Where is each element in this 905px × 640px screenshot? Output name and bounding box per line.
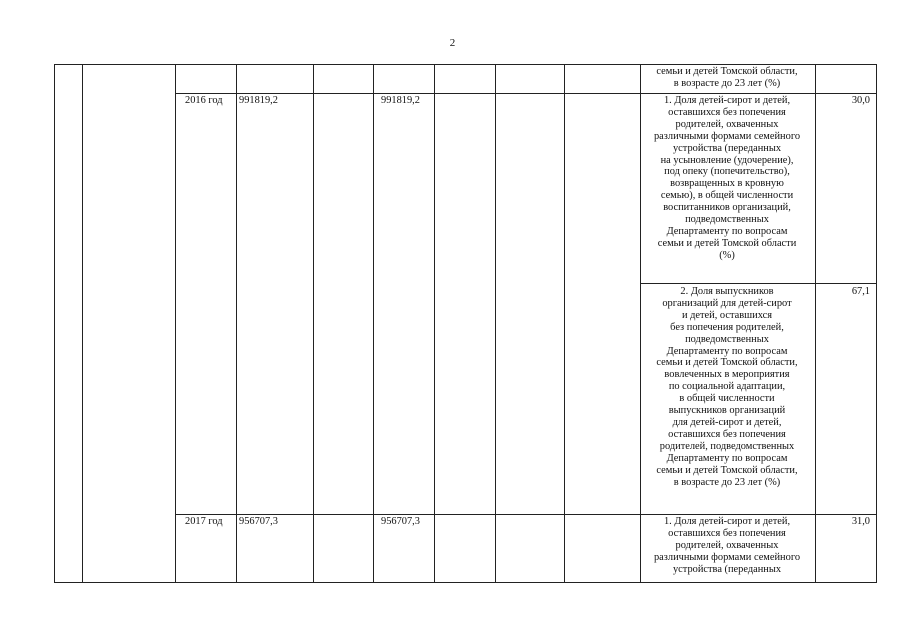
indicator-text [641,286,813,488]
amount-total-cell: 991819,2 [239,95,278,106]
amount-regional-cell: 991819,2 [381,95,420,106]
indicator-line: для детей-сирот и детей, [672,416,782,428]
indicator-line: подведомственных [685,333,769,345]
row-line-ind2 [640,283,877,284]
indicator-line: (%) [719,249,735,261]
indicator-line: устройства (переданных [672,563,782,575]
col-line-1 [82,64,83,583]
year-cell: 2016 год [185,95,223,106]
indicator-line: семьи и детей Томской области, [656,464,798,476]
indicator-line: родителей, охваченных [675,539,779,551]
indicator-line: подведомственных [685,214,769,226]
row-line-top [54,64,877,65]
indicator-line: в возрасте до 23 лет (%) [673,476,781,488]
indicator-line: воспитанников организаций, [663,202,791,214]
indicator-value: 67,1 [851,286,870,297]
indicator-line: различными формами семейного [653,551,801,563]
col-line-3 [236,64,237,583]
indicator-line: родителей, охваченных [675,118,779,130]
col-line-5 [373,64,374,583]
page-number: 2 [449,37,456,49]
indicator-line: 1. Доля детей-сирот и детей, [663,516,791,527]
indicator-line: семью), в общей численности [660,190,794,202]
indicator-line: устройства (переданных [672,142,782,154]
col-line-4 [313,64,314,583]
indicator-line: родителей, подведомственных [659,440,795,452]
indicator-line: оставшихся без попечения [668,428,786,440]
indicator-line: 1. Доля детей-сирот и детей, [663,95,791,106]
indicator-line: Департаменту по вопросам [666,225,788,237]
col-line-0 [54,64,55,583]
col-line-8 [564,64,565,583]
indicator-line: Департаменту по вопросам [666,345,788,357]
indicator-line: Департаменту по вопросам [666,452,788,464]
indicator-line: под опеку (попечительство), [664,166,790,178]
indicator-text [641,95,813,262]
indicator-text [641,516,813,576]
indicator-line: в возрасте до 23 лет (%) [673,77,781,89]
indicator-line: семьи и детей Томской области, [656,66,798,77]
indicator-text [641,66,813,90]
row-line-2017 [175,514,877,515]
year-cell: 2017 год [185,516,223,527]
indicator-line: в общей численности [679,393,775,405]
col-line-6 [434,64,435,583]
indicator-line: на усыновление (удочерение), [660,154,794,166]
indicator-line: оставшихся без попечения [668,527,786,539]
row-line-bottom [54,582,877,583]
amount-total-cell: 956707,3 [239,516,278,527]
indicator-line: семьи и детей Томской области, [656,357,798,369]
indicator-line: по социальной адаптации, [668,381,786,393]
col-line-2 [175,64,176,583]
row-line-2016 [175,93,877,94]
indicator-line: и детей, оставшихся [681,309,773,321]
indicator-line: различными формами семейного [653,130,801,142]
indicator-line: возвращенных в кровную [670,178,784,190]
indicator-value: 31,0 [851,516,870,527]
indicator-line: организаций для детей-сирот [662,297,792,309]
indicator-value: 30,0 [851,95,870,106]
indicator-line: семьи и детей Томской области [657,237,797,249]
indicator-line: без попечения родителей, [670,321,784,333]
col-line-10 [815,64,816,583]
indicator-line: оставшихся без попечения [668,106,786,118]
col-line-11 [876,64,877,583]
amount-regional-cell: 956707,3 [381,516,420,527]
col-line-7 [495,64,496,583]
indicator-line: вовлеченных в мероприятия [664,369,790,381]
indicator-line: 2. Доля выпускников [680,286,774,297]
indicator-line: выпускников организаций [668,405,786,417]
